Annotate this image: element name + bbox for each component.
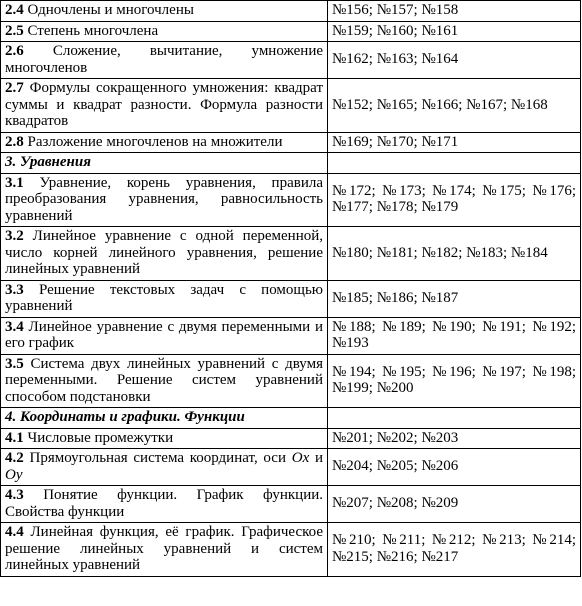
topic-title: Степень многочлена xyxy=(27,22,159,39)
table-row xyxy=(1,354,581,408)
topic-title: Линейное уравнение с двумя переменными и его график xyxy=(5,318,323,351)
topic-cell xyxy=(1,1,328,22)
tasks-cell: №159; №160; №161 xyxy=(328,21,581,42)
topic-title: Числовые промежутки xyxy=(27,429,174,446)
table-row xyxy=(1,449,581,486)
topic-title: Линейное уравнение с одной переменной, число корней линейного уравнения, решение линейных уравнений xyxy=(5,228,324,277)
table-row xyxy=(1,1,581,22)
tasks-cell: №201; №202; №203 xyxy=(328,428,581,449)
topic-number: 3.1 xyxy=(5,174,24,191)
table-row xyxy=(1,317,581,354)
topic-title: Система двух линейных уравнений с двумя переменными. Решение систем уравнений способом подстановки xyxy=(5,355,323,405)
topic-title: Линейная функция, её график. Графическое решение линейных уравнений и систем линейных уравнений xyxy=(5,524,323,573)
topic-cell xyxy=(1,428,328,449)
topic-number: 3.2 xyxy=(5,228,24,244)
topic-cell xyxy=(1,132,328,153)
topic-cell xyxy=(1,354,328,408)
tasks-cell: №194; №195; №196; №197; №198; №199; №200 xyxy=(328,354,581,408)
topic-number: 3.4 xyxy=(5,318,24,335)
topic-title xyxy=(5,450,323,483)
topic-cell xyxy=(1,317,328,354)
table-row xyxy=(1,486,581,523)
topic-number: 4.3 xyxy=(5,487,24,503)
topic-number: 2.8 xyxy=(5,133,24,150)
topic-number: 2.7 xyxy=(5,80,24,96)
tasks-cell: №156; №157; №158 xyxy=(328,1,581,22)
topic-cell xyxy=(1,79,328,133)
topic-title: Понятие функции. График функции. Свойства функции xyxy=(5,487,324,520)
topic-number: 2.4 xyxy=(5,2,24,18)
table-row xyxy=(1,523,581,577)
section-heading: 3. Уравнения xyxy=(1,153,328,174)
section-empty-cell xyxy=(328,153,581,174)
topic-number: 2.5 xyxy=(5,22,24,39)
topic-title-part: и xyxy=(309,450,324,466)
topic-cell xyxy=(1,227,328,281)
tasks-cell: №185; №186; №187 xyxy=(328,280,581,317)
section-heading: 4. Координаты и графики. Функции xyxy=(1,408,328,429)
topic-title: Уравнение, корень уравнения, правила преобразования уравнения, равносильность уравнений xyxy=(5,174,323,224)
table-row xyxy=(1,428,581,449)
table-row xyxy=(1,132,581,153)
topic-title: Разложение многочленов на множители xyxy=(27,133,283,150)
topic-cell xyxy=(1,21,328,42)
topic-number: 2.6 xyxy=(5,43,24,59)
section-row xyxy=(1,153,581,174)
tasks-cell: №204; №205; №206 xyxy=(328,449,581,486)
topic-number: 3.5 xyxy=(5,355,24,372)
topic-number: 3.3 xyxy=(5,281,24,298)
topic-title: Формулы сокращенного умножения: квадрат суммы и квадрат разности. Формула разности квадратов xyxy=(5,80,323,129)
table-row xyxy=(1,42,581,79)
tasks-cell: №169; №170; №171 xyxy=(328,132,581,153)
topic-title: Сложение, вычитание, умножение многочленов xyxy=(5,43,323,76)
topic-number: 4.1 xyxy=(5,429,24,446)
axis-ox-label: Ox xyxy=(291,450,310,466)
table-row xyxy=(1,21,581,42)
topic-title: Одночлены и многочлены xyxy=(27,2,194,18)
tasks-cell: №172; №173; №174; №175; №176; №177; №178; №179 xyxy=(328,173,581,227)
table-row xyxy=(1,79,581,133)
tasks-cell: №210; №211; №212; №213; №214; №215; №216; №217 xyxy=(328,523,581,577)
axis-oy-label: Oy xyxy=(5,466,23,483)
tasks-cell: №188; №189; №190; №191; №192; №193 xyxy=(328,317,581,354)
tasks-cell: №180; №181; №182; №183; №184 xyxy=(328,227,581,281)
table-row xyxy=(1,280,581,317)
tasks-cell: №162; №163; №164 xyxy=(328,42,581,79)
table-row xyxy=(1,173,581,227)
section-empty-cell xyxy=(328,408,581,429)
topic-cell xyxy=(1,486,328,523)
topic-title-part: Прямоугольная система координат, оси xyxy=(29,450,292,466)
section-row xyxy=(1,408,581,429)
topic-title: Решение текстовых задач с помощью уравнений xyxy=(5,281,323,314)
topic-cell xyxy=(1,42,328,79)
topic-cell xyxy=(1,280,328,317)
tasks-cell: №152; №165; №166; №167; №168 xyxy=(328,79,581,133)
tasks-cell: №207; №208; №209 xyxy=(328,486,581,523)
topic-cell xyxy=(1,523,328,577)
topic-number: 4.4 xyxy=(5,524,24,540)
topic-number: 4.2 xyxy=(5,450,24,466)
table-row xyxy=(1,227,581,281)
topic-cell xyxy=(1,449,328,486)
topic-cell xyxy=(1,173,328,227)
